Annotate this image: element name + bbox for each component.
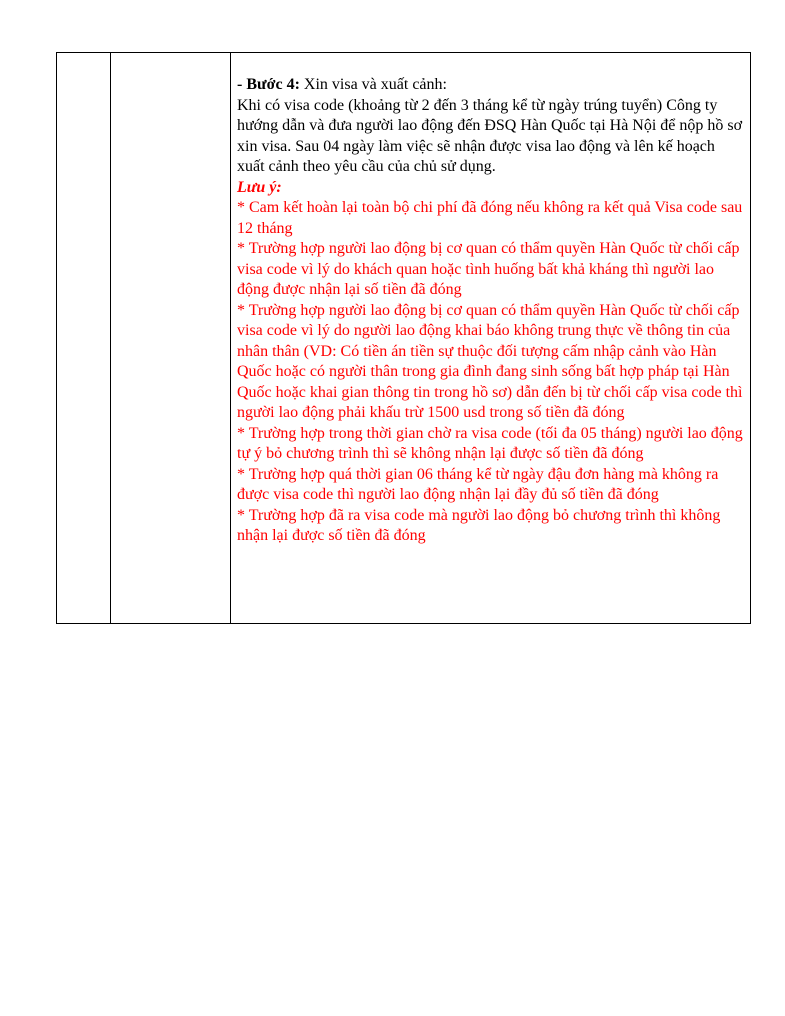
table-cell-category xyxy=(111,53,231,624)
note-item: * Trường hợp trong thời gian chờ ra visa code (tối đa 05 tháng) người lao động tự ý bỏ chương trình thì sẽ không nhận lại được số tiền đã đóng xyxy=(237,424,743,462)
note-item: * Trường hợp người lao động bị cơ quan có thẩm quyền Hàn Quốc từ chối cấp visa code vì lý do khách quan hoặc tình huống bất khả kháng thì người lao động được nhận lại số tiền đã đóng xyxy=(237,240,740,298)
note-item: * Cam kết hoàn lại toàn bộ chi phí đã đóng nếu không ra kết quả Visa code sau 12 tháng xyxy=(237,199,743,237)
note-item: * Trường hợp quá thời gian 06 tháng kể từ ngày đậu đơn hàng mà không ra được visa code thì người lao động nhận lại đầy đủ số tiền đã đóng xyxy=(237,465,719,503)
table-row xyxy=(57,53,751,624)
note-item: * Trường hợp người lao động bị cơ quan có thẩm quyền Hàn Quốc từ chối cấp visa code vì lý do người lao động khai báo không trung thực về thông tin của nhân thân (VD: Có tiền án tiền sự thuộc đối tượng cấm nhập cảnh vào Hàn Quốc hoặc có người thân trong gia đình đang sinh sống bất hợp pháp tại Hàn Quốc hoặc khai gian thông tin trong hồ sơ) dẫn đến bị từ chối cấp visa code thì người lao động phải khấu trừ 1500 usd trong số tiền đã đóng xyxy=(237,301,743,421)
document-table xyxy=(56,52,751,624)
step-content xyxy=(231,53,750,547)
note-title: Lưu ý: xyxy=(237,178,282,196)
step-heading xyxy=(237,75,746,96)
step-label: - Bước 4: xyxy=(237,76,300,93)
step-body: Khi có visa code (khoảng từ 2 đến 3 tháng kể từ ngày trúng tuyển) Công ty hướng dẫn và đưa người lao động đến ĐSQ Hàn Quốc tại Hà Nội để nộp hồ sơ xin visa. Sau 04 ngày làm việc sẽ nhận được visa lao động và lên kế hoạch xuất cảnh theo yêu cầu của chủ sử dụng. xyxy=(237,96,743,175)
step-title: Xin visa và xuất cảnh: xyxy=(299,76,447,93)
table-cell-index xyxy=(57,53,111,624)
note-item: * Trường hợp đã ra visa code mà người lao động bỏ chương trình thì không nhận lại được số tiền đã đóng xyxy=(237,506,721,544)
table-cell-content xyxy=(231,53,751,624)
